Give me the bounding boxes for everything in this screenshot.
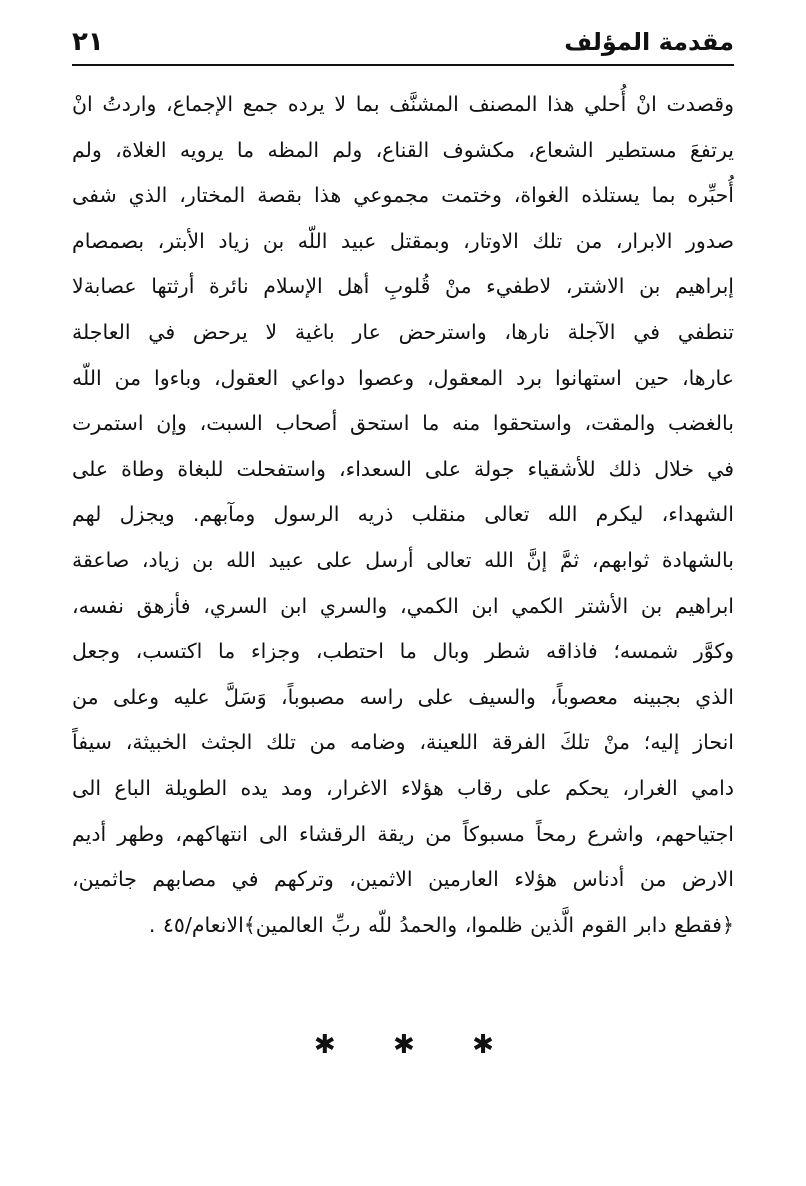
text-line: وكوَّر شمسه؛ فاذاقه شطر وبال ما احتطب، وجزاء ما اكتسب، وجعل xyxy=(72,639,734,664)
asterisk-icon: ✱ xyxy=(472,1030,494,1060)
quran-quote-line: ﴿فقطع دابر القوم الَّذين ظلموا، والحمدُ للّه ربِّ العالمين﴾الانعام/٤٥ . xyxy=(148,912,734,937)
body-text xyxy=(72,82,734,948)
text-line: الذي بجبينه معصوباً، والسيف على راسه مصبوباً، وَسَلَّ عليه وعلى من xyxy=(72,684,734,709)
text-line: وقصدت انْ أُحلي هذا المصنف المشنَّف بما لا يرده جمع الإجماع، واردتُ انْ xyxy=(72,92,734,116)
text-line: إبراهيم بن الاشتر، لاطفيء منْ قُلوبِ أهل الإسلام نائرة أرثتها عصابةلا xyxy=(72,274,734,299)
text-line: اجتياحهم، واشرع رمحاً مسبوكاً من ريقة الرقشاء الى انتهاكهم، وطهر أديم xyxy=(72,821,734,846)
asterisk-icon: ✱ xyxy=(393,1030,415,1060)
text-line: ابراهيم بن الأشتر الكمي ابن الكمي، والسري ابن السري، فأزهق نفسه، xyxy=(72,593,734,618)
page-number: ٢١ xyxy=(72,27,104,57)
asterisk-icon: ✱ xyxy=(313,1030,336,1060)
text-line: صدور الابرار، من تلك الاوتار، وبمقتل عبيد اللّه بن زياد الأبتر، بصمصام xyxy=(72,228,734,253)
header-rule xyxy=(72,64,734,66)
text-line: يرتفعَ مستطير الشعاع، مكشوف القناع، ولم المظه ما يرويه الغلاة، ولم xyxy=(72,137,734,162)
text-line: بالغضب والمقت، واستحقوا منه ما استحق أصحاب السبت، وإن استمرت xyxy=(72,411,734,436)
page-header xyxy=(72,22,734,62)
text-line: أُحبِّره بما يستلذه الغواة، وختمت مجموعي هذا بقصة المختار، الذي شفى xyxy=(72,183,734,208)
section-separator xyxy=(0,1030,806,1060)
text-line: الارض من أدناس هؤلاء العارمين الاثمين، وتركهم في مصابهم جاثمين، xyxy=(72,867,734,892)
text-line: الشهداء، ليكرم الله تعالى منقلب ذريه الرسول ومآبهم. ويجزل لهم xyxy=(72,502,734,527)
text-line: تنطفي في الآجلة نارها، واسترحض عار باغية لا يرحض في العاجلة xyxy=(72,319,734,344)
running-title: مقدمة المؤلف xyxy=(564,28,734,56)
text-line: دامي الغرار، يحكم على رقاب هؤلاء الاغرار، ومد يده الطويلة الباع الى xyxy=(72,775,734,800)
text-line: في خلال ذلك للأشقياء جولة على السعداء، واستفحلت للبغاة وطاة على xyxy=(72,456,734,481)
text-line: عارها، حين استهانوا برد المعقول، وعصوا دواعي العقول، وباءوا من اللّه xyxy=(72,365,734,390)
text-line: بالشهادة ثوابهم، ثمَّ إنَّ الله تعالى أرسل على عبيد الله بن زياد، صاعقة xyxy=(72,547,734,572)
text-line: انحاز إليه؛ منْ تلكَ الفرقة اللعينة، وضامه من تلك الجثث الخبيثة، سيفاً xyxy=(72,730,734,755)
